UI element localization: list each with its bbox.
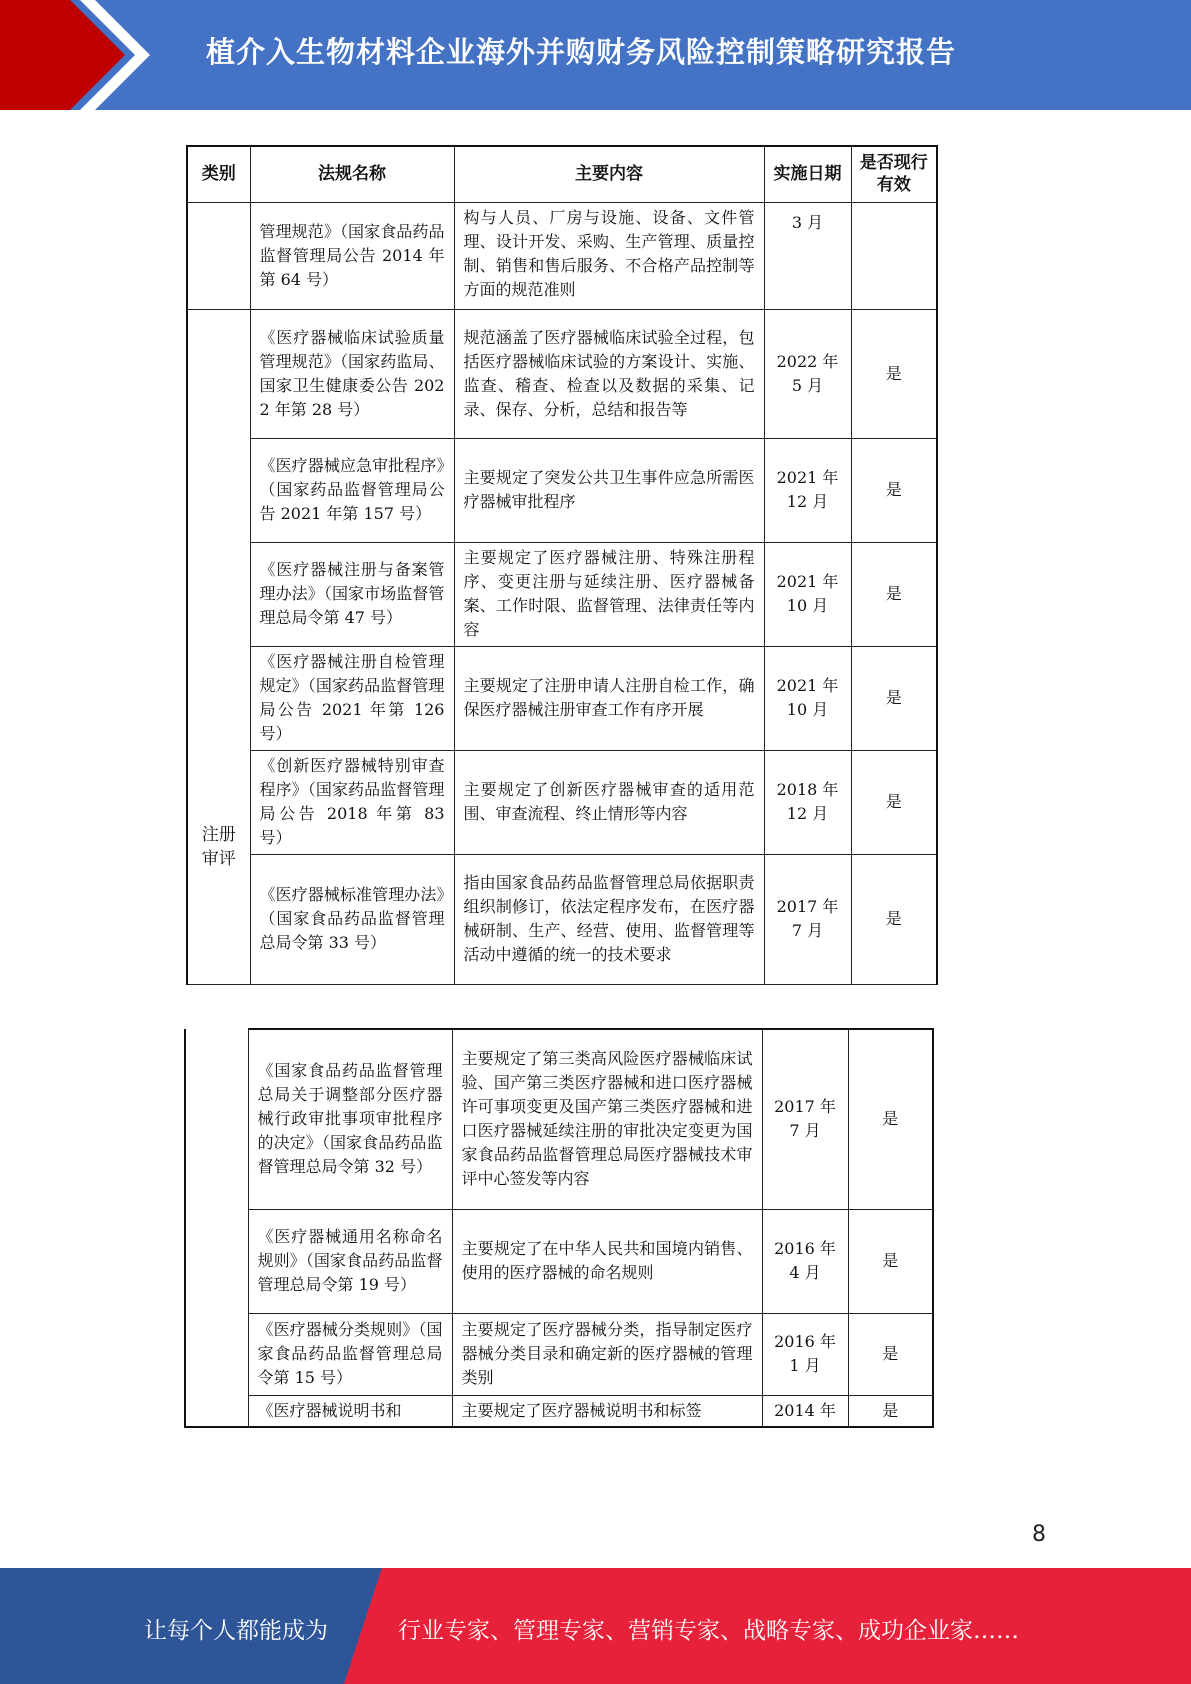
table-row <box>185 1395 933 1427</box>
header-main-content: 主要内容 <box>454 146 764 202</box>
table-row <box>187 309 937 438</box>
regulation-table-top <box>186 145 938 985</box>
regulation-content: 主要规定了注册申请人注册自检工作，确保医疗器械注册审查工作有序开展 <box>454 646 764 750</box>
regulation-name: 《医疗器械应急审批程序》（国家药品监督管理局公告 2021 年第 157 号） <box>250 438 454 542</box>
regulation-content: 主要规定了医疗器械说明书和标签 <box>452 1395 762 1427</box>
category-cell-continued <box>185 1029 248 1427</box>
valid-status: 是 <box>848 1209 933 1313</box>
regulation-table-bottom <box>184 1028 934 1428</box>
valid-status: 是 <box>851 854 937 984</box>
table-row <box>187 750 937 854</box>
header-banner <box>0 0 1191 110</box>
regulation-name: 《创新医疗器械特别审查程序》（国家药品监督管理局公告 2018 年第 83 号） <box>250 750 454 854</box>
table-row <box>187 438 937 542</box>
valid-status: 是 <box>851 309 937 438</box>
footer-slogan-right: 行业专家、管理专家、营销专家、战略专家、成功企业家…… <box>398 1618 1019 1644</box>
regulation-name: 《医疗器械临床试验质量管理规范》（国家药监局、国家卫生健康委公告 2022 年第 28 号） <box>250 309 454 438</box>
table-row <box>185 1029 933 1209</box>
regulation-name: 《医疗器械注册与备案管理办法》（国家市场监督管理总局令第 47 号） <box>250 542 454 646</box>
valid-status: 是 <box>851 542 937 646</box>
valid-status: 是 <box>851 750 937 854</box>
table-header-row <box>187 146 937 202</box>
regulation-content: 指由国家食品药品监督管理总局依据职责组织制修订，依法定程序发布，在医疗器械研制、生产、经营、使用、监督管理等活动中遵循的统一的技术要求 <box>454 854 764 984</box>
regulation-name: 《医疗器械分类规则》（国家食品药品监督管理总局令第 15 号） <box>248 1313 452 1395</box>
table-row <box>187 542 937 646</box>
table-row <box>185 1313 933 1395</box>
effective-date: 2017 年 7 月 <box>764 854 851 984</box>
valid-status: 是 <box>851 438 937 542</box>
header-category: 类别 <box>187 146 250 202</box>
valid-status: 是 <box>848 1313 933 1395</box>
table-row <box>185 1209 933 1313</box>
regulation-content: 主要规定了医疗器械注册、特殊注册程序、变更注册与延续注册、医疗器械备案、工作时限、监督管理、法律责任等内容 <box>454 542 764 646</box>
header-currently-valid: 是否现行有效 <box>851 146 937 202</box>
page-number: 8 <box>1032 1522 1046 1547</box>
header-effective-date: 实施日期 <box>764 146 851 202</box>
category-cell-empty <box>187 202 250 309</box>
header-regulation-name: 法规名称 <box>250 146 454 202</box>
regulation-content: 主要规定了第三类高风险医疗器械临床试验、国产第三类医疗器械和进口医疗器械许可事项变更及国产第三类医疗器械和进口医疗器械延续注册的审批决定变更为国家食品药品监督管理总局医疗器械技术审评中心签发等内容 <box>452 1029 762 1209</box>
regulation-name: 《医疗器械通用名称命名规则》（国家食品药品监督管理总局令第 19 号） <box>248 1209 452 1313</box>
table-row <box>187 854 937 984</box>
effective-date: 2016 年 1 月 <box>762 1313 848 1395</box>
valid-status <box>851 202 937 309</box>
effective-date: 2021 年 10 月 <box>764 646 851 750</box>
effective-date: 2014 年 <box>762 1395 848 1427</box>
valid-status: 是 <box>848 1029 933 1209</box>
regulation-content: 主要规定了突发公共卫生事件应急所需医疗器械审批程序 <box>454 438 764 542</box>
category-label: 注册审评 <box>201 824 236 869</box>
valid-status: 是 <box>851 646 937 750</box>
effective-date: 2021 年 12 月 <box>764 438 851 542</box>
effective-date: 3 月 <box>764 202 851 309</box>
regulation-content: 主要规定了医疗器械分类，指导制定医疗器械分类目录和确定新的医疗器械的管理类别 <box>452 1313 762 1395</box>
valid-status: 是 <box>848 1395 933 1427</box>
report-title: 植介入生物材料企业海外并购财务风险控制策略研究报告 <box>206 35 957 69</box>
footer-banner <box>0 1568 1191 1684</box>
effective-date: 2017 年 7 月 <box>762 1029 848 1209</box>
effective-date: 2022 年 5 月 <box>764 309 851 438</box>
footer-slogan-left: 让每个人都能成为 <box>144 1618 328 1644</box>
regulation-content: 主要规定了在中华人民共和国境内销售、使用的医疗器械的命名规则 <box>452 1209 762 1313</box>
regulation-content: 构与人员、厂房与设施、设备、文件管理、设计开发、采购、生产管理、质量控制、销售和售后服务、不合格产品控制等方面的规范准则 <box>454 202 764 309</box>
regulation-name: 《医疗器械标准管理办法》（国家食品药品监督管理总局令第 33 号） <box>250 854 454 984</box>
regulation-content: 规范涵盖了医疗器械临床试验全过程，包括医疗器械临床试验的方案设计、实施、监查、稽查、检查以及数据的采集、记录、保存、分析，总结和报告等 <box>454 309 764 438</box>
table-row <box>187 202 937 309</box>
regulation-content: 主要规定了创新医疗器械审查的适用范围、审查流程、终止情形等内容 <box>454 750 764 854</box>
effective-date: 2016 年 4 月 <box>762 1209 848 1313</box>
regulation-name: 《医疗器械注册自检管理规定》（国家药品监督管理局公告 2021 年第 126 号） <box>250 646 454 750</box>
effective-date: 2021 年 10 月 <box>764 542 851 646</box>
regulation-name: 管理规范》（国家食品药品监督管理局公告 2014 年第 64 号） <box>250 202 454 309</box>
regulation-name: 《国家食品药品监督管理总局关于调整部分医疗器械行政审批事项审批程序的决定》（国家食品药品监督管理总局令第 32 号） <box>248 1029 452 1209</box>
table-row <box>187 646 937 750</box>
category-cell <box>187 309 250 984</box>
header-chevron-decoration <box>0 0 160 110</box>
regulation-name: 《医疗器械说明书和 <box>248 1395 452 1427</box>
effective-date: 2018 年 12 月 <box>764 750 851 854</box>
